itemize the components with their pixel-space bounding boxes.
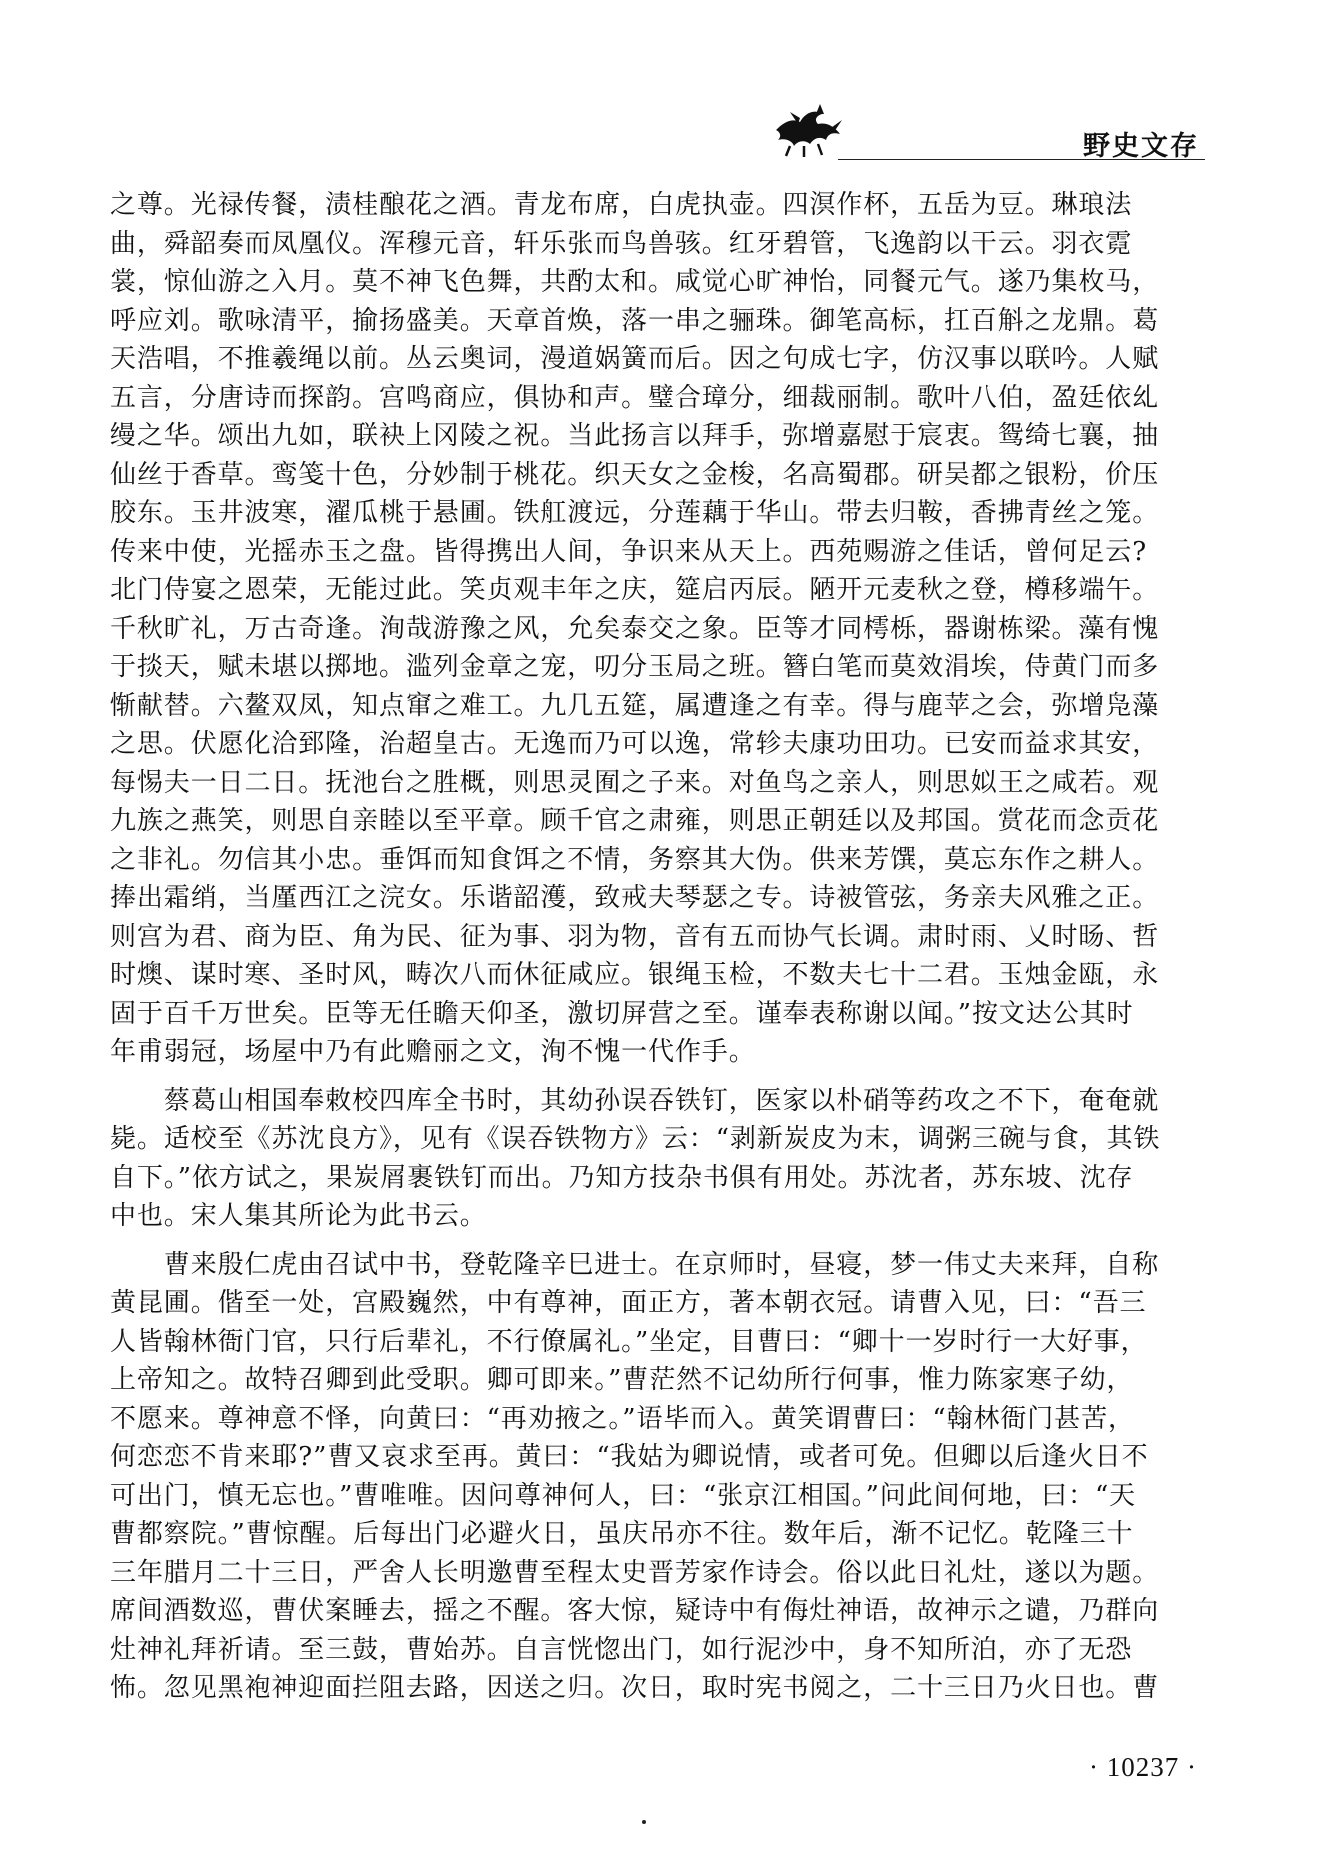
text-line: 曹来殷仁虎由召试中书，登乾隆辛巳进士。在京师时，昼寝，梦一伟丈夫来拜，自称: [110, 1249, 1160, 1280]
running-header: [760, 100, 1205, 162]
text-line: 蔡葛山相国奉敕校四库全书时，其幼孙误吞铁钉，医家以朴硝等药攻之不下，奄奄就: [110, 1085, 1160, 1116]
text-line: 中也。宋人集其所论为此书云。: [110, 1201, 487, 1231]
text-line: 曹都察院。”曹惊醒。后每出门必避火日，虽庆吊亦不往。数年后，渐不记忆。乾隆三十: [110, 1519, 1134, 1549]
text-line: 呼应刘。歌咏清平，揄扬盛美。天章首焕，落一串之骊珠。御笔高标，扛百斛之龙鼎。葛: [110, 305, 1160, 336]
text-line: 何恋恋不肯来耶?”曹又哀求至再。黄曰：“我姑为卿说情，或者可免。但卿以后逢火日不: [110, 1442, 1149, 1472]
text-line: 仙丝于香草。鸾笺十色，分妙制于桃花。织天女之金梭，名高蜀郡。研吴都之银粉，价压: [110, 459, 1160, 490]
text-line: 可出门，慎无忘也。”曹唯唯。因问尊神何人，曰：“张京江相国。”问此间何地，曰：“天: [110, 1480, 1137, 1511]
text-line: 五言，分唐诗而探韵。宫鸣商应，俱协和声。璧合璋分，细裁丽制。歌叶八伯，盈廷依乣: [110, 382, 1160, 413]
text-line: 千秋旷礼，万古奇逢。洵哉游豫之风，允矣泰交之象。臣等才同樗栎，器谢栋梁。藻有愧: [110, 613, 1160, 644]
text-line: 传来中使，光摇赤玉之盘。皆得携出人间，争识来从天上。西苑赐游之佳话，曾何足云?: [110, 536, 1148, 567]
header-title: 野史文存: [1083, 131, 1199, 162]
text-line: 黄昆圃。偕至一处，宫殿巍然，中有尊神，面正方，著本朝衣冠。请曹入见，曰：“吾三: [110, 1288, 1147, 1318]
paragraph-gap: [110, 1236, 1208, 1246]
text-line: 曲，舜韶奏而凤凰仪。浑穆元音，轩乐张而鸟兽骇。红牙碧管，飞逸韵以干云。羽衣霓: [110, 228, 1133, 259]
text-line: 上帝知之。故特召卿到此受职。卿可即来。”曹茫然不记幼所行何事，惟力陈家寒子幼，: [110, 1365, 1134, 1395]
text-line: 不愿来。尊神意不怿，向黄曰：“再劝掖之。”语毕而入。黄笑谓曹曰：“翰林衙门甚苦，: [110, 1403, 1135, 1434]
text-line: 毙。适校至《苏沈良方》，见有《误吞铁物方》云：“剥新炭皮为末，调粥三碗与食，其铁: [110, 1124, 1161, 1154]
text-line: 人皆翰林衙门官，只行后辈礼，不行僚属礼。”坐定，目曹曰：“卿十一岁时行一大好事，: [110, 1326, 1148, 1357]
text-line: 怖。忽见黑袍神迎面拦阻去路，因送之归。次日，取时宪书阅之，二十三日乃火日也。曹: [110, 1673, 1160, 1703]
scan-speck: [642, 1820, 646, 1824]
text-line: 裳，惊仙游之入月。莫不神飞色舞，共酌太和。咸觉心旷神怡，同餐元气。遂乃集枚马，: [110, 267, 1160, 297]
dragon-emblem-icon: [770, 100, 850, 160]
paragraph-gap: [110, 1072, 1208, 1082]
text-line: 三年腊月二十三日，严舍人长明邀曹至程太史晋芳家作诗会。俗以此日礼灶，遂以为题。: [110, 1557, 1160, 1588]
page-number: · 10237 ·: [1089, 1752, 1197, 1782]
text-line: 灶神礼拜祈请。至三鼓，曹始苏。自言恍惚出门，如行泥沙中，身不知所泊，亦了无恐: [110, 1634, 1133, 1665]
text-line: 九族之燕笑，则思自亲睦以至平章。顾千官之肃雍，则思正朝廷以及邦国。赏花而念贡花: [110, 806, 1160, 836]
text-line: 之非礼。勿信其小忠。垂饵而知食饵之不情，务察其大伪。供来芳馔，莫忘东作之耕人。: [110, 844, 1160, 875]
text-line: 于掞天，赋未堪以掷地。滥列金章之宠，叨分玉局之班。簪白笔而莫效涓埃，侍黄门而多: [110, 652, 1160, 682]
text-line: 之尊。光禄传餐，渍桂酿花之酒。青龙布席，白虎执壶。四溟作杯，五岳为豆。琳琅法: [110, 190, 1133, 220]
text-line: 缦之华。颂出九如，联袂上冈陵之祝。当此扬言以拜手，弥增嘉慰于宸衷。鸳绮七襄，抽: [110, 421, 1160, 451]
text-line: 固于百千万世矣。臣等无任瞻天仰圣，激切屏营之至。谨奉表称谢以闻。”按文达公其时: [110, 998, 1134, 1029]
text-line: 胶东。玉井波寒，濯瓜桃于悬圃。铁舡渡远，分莲藕于华山。带去归鞍，香拂青丝之笼。: [110, 498, 1160, 528]
text-line: 年甫弱冠，场屋中乃有此赡丽之文，洵不愧一代作手。: [110, 1037, 756, 1067]
header-rule: [838, 159, 1205, 160]
text-line: 捧出霜绡，当厪西江之浣女。乐谐韶濩，致戒夫琴瑟之专。诗被管弦，务亲夫风雅之正。: [110, 883, 1160, 913]
text-line: 之思。伏愿化洽郅隆，治超皇古。无逸而乃可以逸，常轸夫康功田功。已安而益求其安，: [110, 729, 1160, 759]
text-line: 天浩唱，不推羲绳以前。丛云奥词，漫道娲簧而后。因之句成七字，仿汉事以联吟。人赋: [110, 344, 1160, 374]
text-line: 惭献替。六鳌双凤，知点窜之难工。九几五筵，属遭逢之有幸。得与鹿苹之会，弥增凫藻: [110, 690, 1160, 721]
text-line: 自下。”依方试之，果炭屑裹铁钉而出。乃知方技杂书俱有用处。苏沈者，苏东坡、沈存: [110, 1162, 1134, 1193]
text-line: 北门侍宴之恩荣，无能过此。笑贞观丰年之庆，筵启丙辰。陋开元麦秋之登，樽移端午。: [110, 575, 1160, 605]
text-line: 时燠、谋时寒、圣时风，畴次八而休征咸应。银绳玉检，不数夫七十二君。玉烛金瓯，永: [110, 960, 1160, 990]
text-line: 席间酒数巡，曹伏案睡去，摇之不醒。客大惊，疑诗中有侮灶神语，故神示之谴，乃群向: [110, 1596, 1160, 1626]
body-text: [110, 186, 1208, 1708]
text-line: 则宫为君、商为臣、角为民、征为事、羽为物，音有五而协气长调。肃时雨、乂时旸、哲: [110, 921, 1160, 952]
text-line: 每惕夫一日二日。抚池台之胜概，则思灵囿之子来。对鱼鸟之亲人，则思姒王之咸若。观: [110, 767, 1160, 798]
